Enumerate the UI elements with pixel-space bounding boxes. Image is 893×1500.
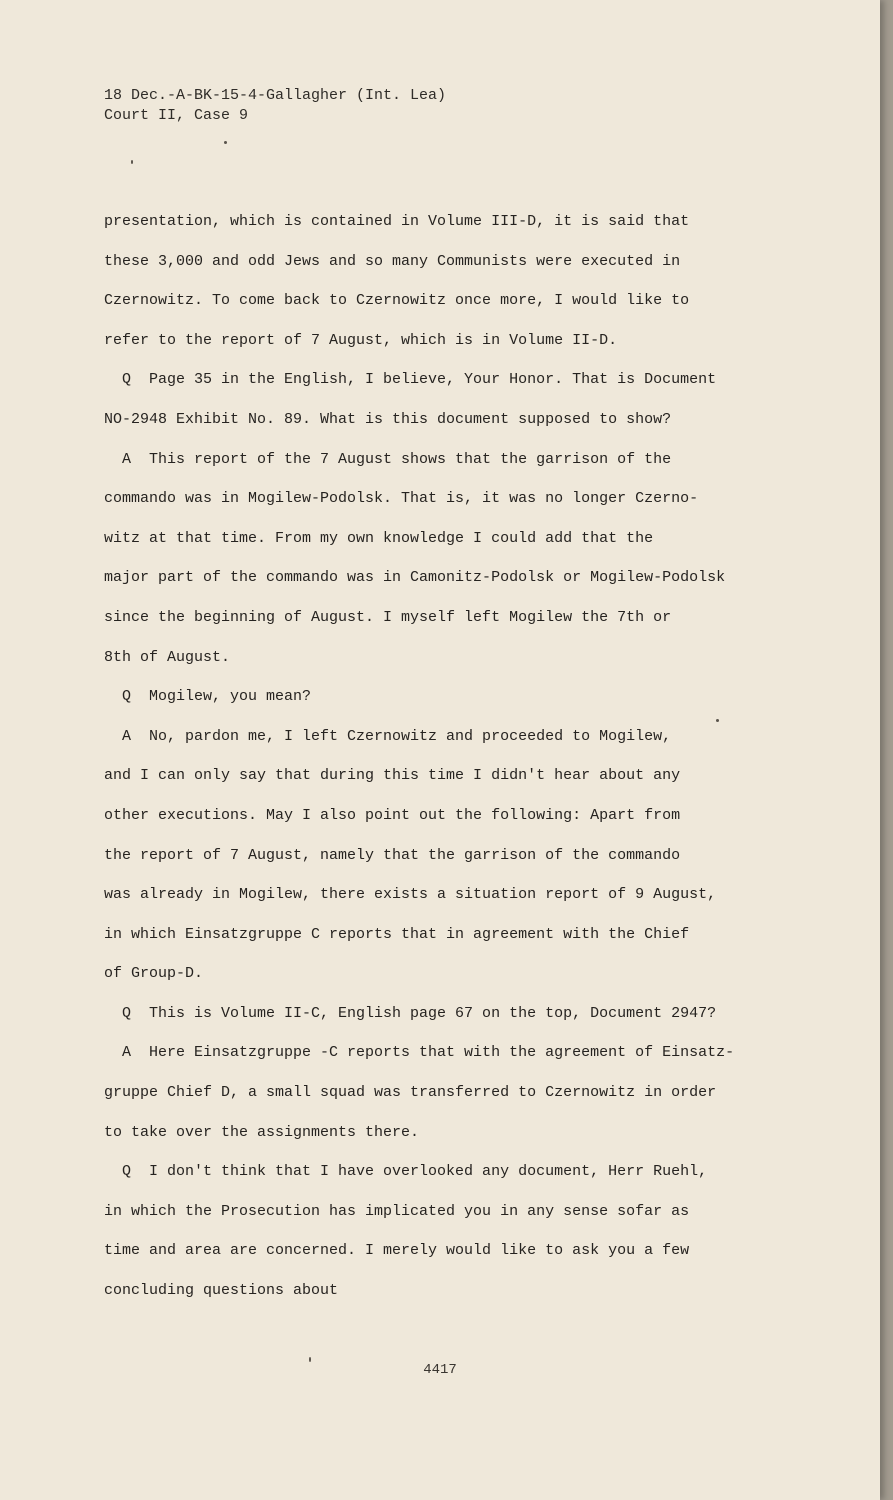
body-line: witz at that time. From my own knowledge I could add that the bbox=[104, 529, 654, 547]
body-line: concluding questions about bbox=[104, 1282, 339, 1300]
header-line-2: Court II, Case 9 bbox=[104, 107, 249, 124]
body-line: to take over the assignments there. bbox=[104, 1123, 420, 1141]
body-line: refer to the report of 7 August, which is in Volume II-D. bbox=[104, 331, 618, 349]
body-line: NO-2948 Exhibit No. 89. What is this document supposed to show? bbox=[104, 410, 672, 428]
body-line: these 3,000 and odd Jews and so many Communists were executed in bbox=[104, 252, 681, 270]
body-line: Czernowitz. To come back to Czernowitz once more, I would like to bbox=[104, 292, 690, 310]
body-line: time and area are concerned. I merely would like to ask you a few bbox=[104, 1242, 690, 1260]
body-line: and I can only say that during this time I didn't hear about any bbox=[104, 767, 681, 785]
body-line: was already in Mogilew, there exists a situation report of 9 August, bbox=[104, 886, 717, 904]
body-line: major part of the commando was in Camonitz-Podolsk or Mogilew-Podolsk bbox=[104, 569, 726, 587]
body-line: A This report of the 7 August shows that the garrison of the bbox=[104, 450, 672, 468]
document-header bbox=[104, 86, 446, 126]
body-line: A No, pardon me, I left Czernowitz and proceeded to Mogilew, bbox=[104, 727, 672, 745]
body-line: 8th of August. bbox=[104, 648, 231, 666]
body-line: other executions. May I also point out the following: Apart from bbox=[104, 806, 681, 824]
header-line-1: 18 Dec.-A-BK-15-4-Gallagher (Int. Lea) bbox=[104, 87, 447, 104]
body-line: A Here Einsatzgruppe -C reports that with the agreement of Einsatz- bbox=[104, 1044, 735, 1062]
body-line: Q Mogilew, you mean? bbox=[104, 688, 312, 706]
body-line: Q Page 35 in the English, I believe, Your Honor. That is Document bbox=[104, 371, 717, 389]
body-line: gruppe Chief D, a small squad was transferred to Czernowitz in order bbox=[104, 1084, 717, 1102]
body-line: the report of 7 August, namely that the garrison of the commando bbox=[104, 846, 681, 864]
body-line: in which the Prosecution has implicated you in any sense sofar as bbox=[104, 1202, 690, 1220]
ink-speck bbox=[131, 160, 133, 164]
body-line: commando was in Mogilew-Podolsk. That is, it was no longer Czerno- bbox=[104, 490, 699, 508]
ink-speck bbox=[224, 141, 227, 144]
body-line: presentation, which is contained in Volume III-D, it is said that bbox=[104, 213, 690, 230]
page-number: 4417 bbox=[423, 1362, 457, 1378]
document-body bbox=[104, 202, 794, 1311]
body-line: of Group-D. bbox=[104, 965, 204, 983]
body-line: Q I don't think that I have overlooked any document, Herr Ruehl, bbox=[104, 1163, 708, 1181]
body-line: Q This is Volume II-C, English page 67 on the top, Document 2947? bbox=[104, 1004, 717, 1022]
body-line: in which Einsatzgruppe C reports that in agreement with the Chief bbox=[104, 925, 690, 943]
body-line: since the beginning of August. I myself left Mogilew the 7th or bbox=[104, 608, 672, 626]
